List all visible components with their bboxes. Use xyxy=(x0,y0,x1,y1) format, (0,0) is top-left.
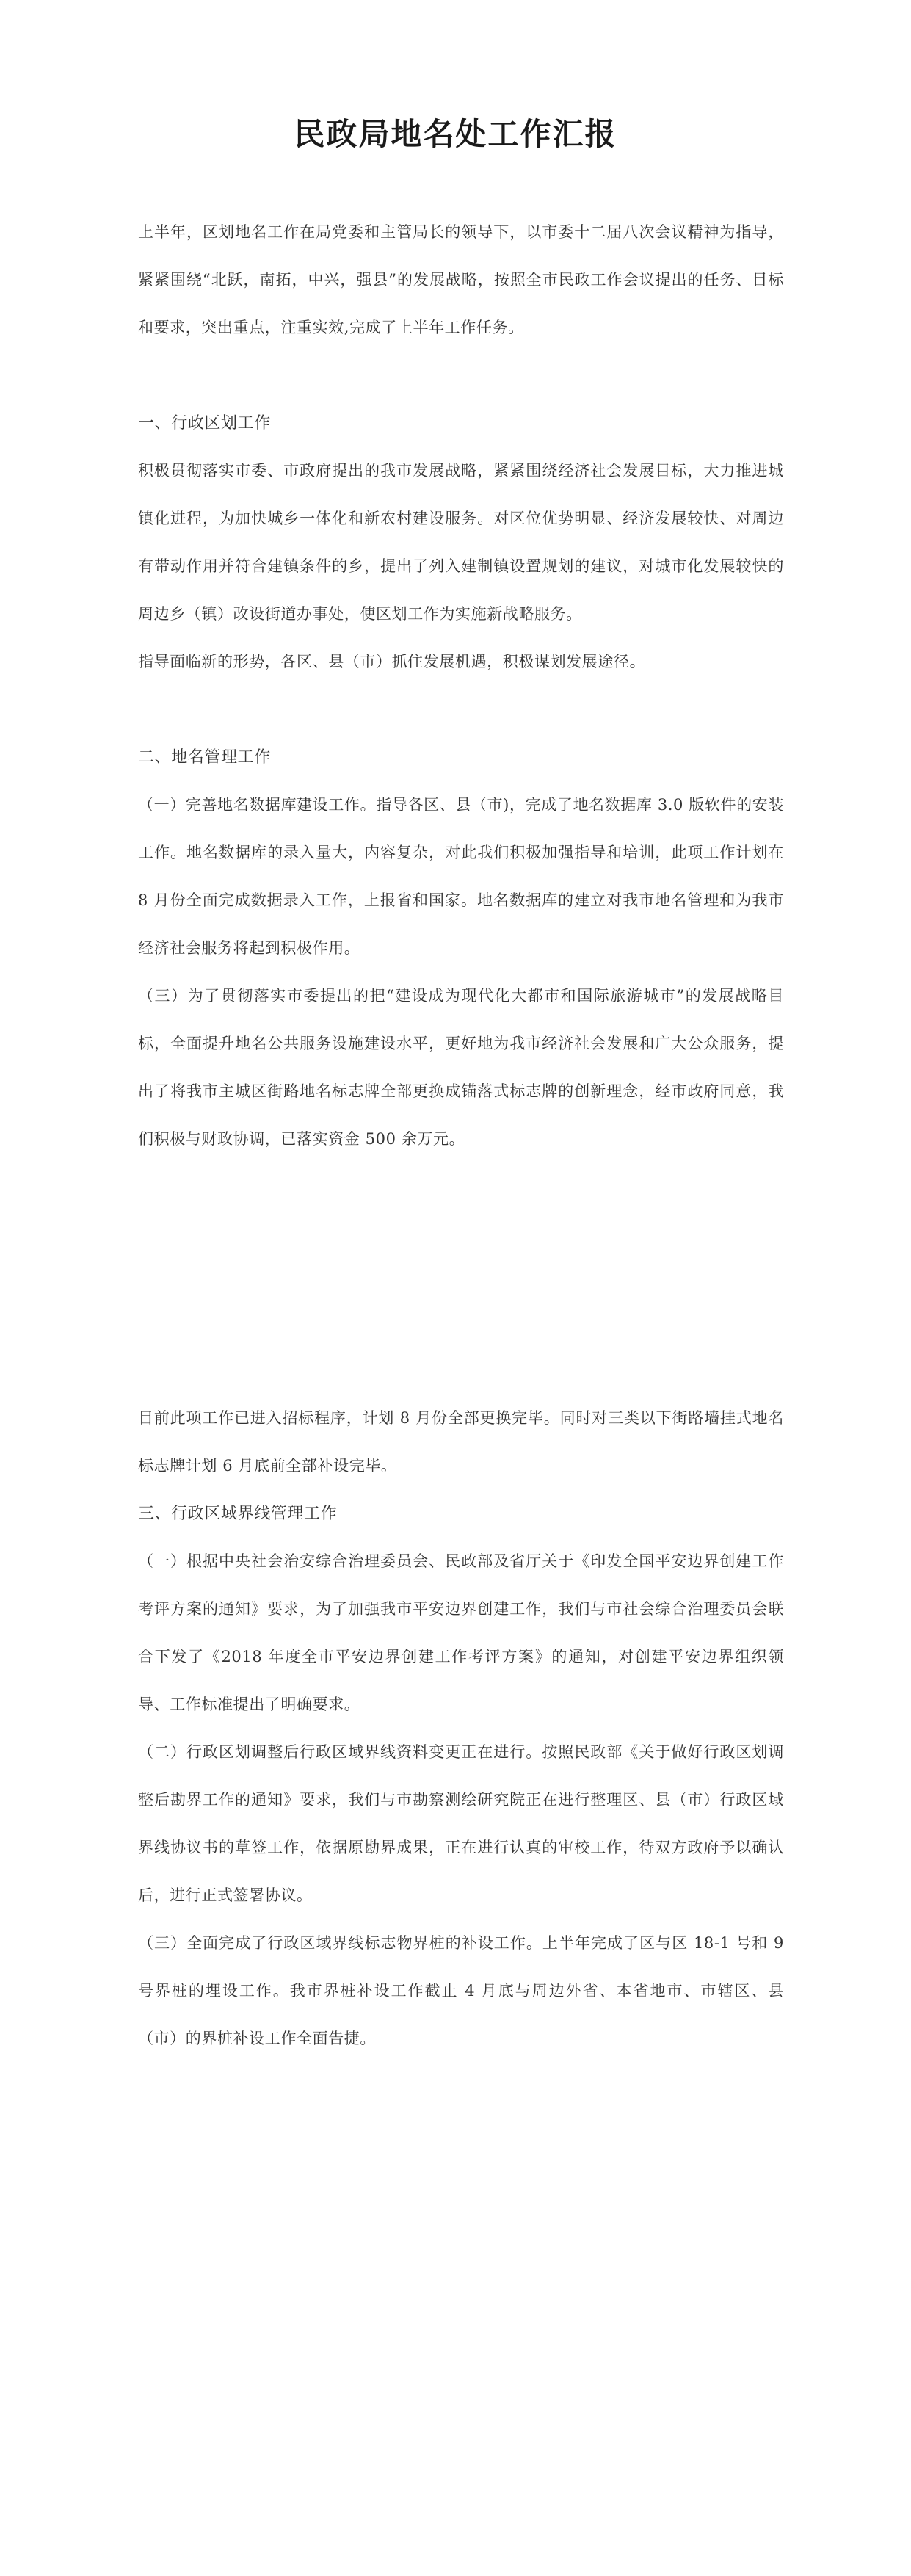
section-3-paragraph-1: （一）根据中央社会治安综合治理委员会、民政部及省厅关于《印发全国平安边界创建工作考评方案的通知》要求，为了加强我市平安边界创建工作，我们与市社会综合治理委员会联合下发了《2018 年度全市平安边界创建工作考评方案》的通知，对创建平安边界组织领导、工作标准提出了明确要求。 xyxy=(138,1552,784,1713)
section-1-paragraph-1: 积极贯彻落实市委、市政府提出的我市发展战略，紧紧围绕经济社会发展目标，大力推进城镇化进程，为加快城乡一体化和新农村建设服务。对区位优势明显、经济发展较快、对周边有带动作用并符合建镇条件的乡，提出了列入建制镇设置规划的建议，对城市化发展较快的周边乡（镇）改设街道办事处，使区划工作为实施新战略服务。 xyxy=(138,462,784,623)
section-1-paragraph-2: 指导面临新的形势，各区、县（市）抓住发展机遇，积极谋划发展途径。 xyxy=(138,653,646,670)
intro-paragraph: 上半年，区划地名工作在局党委和主管局长的领导下，以市委十二届八次会议精神为指导，紧紧围绕“北跃，南拓，中兴，强县”的发展战略，按照全市民政工作会议提出的任务、目标和要求，突出重点，注重实效,完成了上半年工作任务。 xyxy=(138,223,784,336)
section-3-paragraph-2: （二）行政区划调整后行政区域界线资料变更正在进行。按照民政部《关于做好行政区划调整后勘界工作的通知》要求，我们与市勘察测绘研究院正在进行整理区、县（市）行政区域界线协议书的草签工作，依据原勘界成果，正在进行认真的审校工作，待双方政府予以确认后，进行正式签署协议。 xyxy=(138,1743,784,1904)
section-1 xyxy=(138,399,784,686)
document-title: 民政局地名处工作汇报 xyxy=(294,116,617,152)
intro-paragraph-block xyxy=(138,209,784,352)
section-1-heading: 一、行政区划工作 xyxy=(138,414,271,433)
section-3-paragraph-3: （三）全面完成了行政区域界线标志物界桩的补设工作。上半年完成了区与区 18-1 号和 9 号界桩的埋设工作。我市界桩补设工作截止 4 月底与周边外省、本省地市、市辖区、县（市）的界桩补设工作全面告捷。 xyxy=(138,1934,784,2047)
section-2 xyxy=(138,734,784,1163)
section-2-continued xyxy=(138,1394,784,1490)
section-2-paragraph-2: （三）为了贯彻落实市委提出的把“建设成为现代化大都市和国际旅游城市”的发展战略目标，全面提升地名公共服务设施建设水平，更好地为我市经济社会发展和广大公众服务，提出了将我市主城区街路地名标志牌全部更换成锚落式标志牌的创新理念，经市政府同意，我们积极与财政协调，已落实资金 500 余万元。 xyxy=(138,987,784,1148)
section-2-paragraph-3: 目前此项工作已进入招标程序，计划 8 月份全部更换完毕。同时对三类以下街路墙挂式地名标志牌计划 6 月底前全部补设完毕。 xyxy=(138,1409,784,1475)
section-2-paragraph-1: （一）完善地名数据库建设工作。指导各区、县（市)，完成了地名数据库 3.0 版软件的安装工作。地名数据库的录入量大，内容复杂，对此我们积极加强指导和培训，此项工作计划在 8 月份全面完成数据录入工作，上报省和国家。地名数据库的建立对我市地名管理和为我市经济社会服务将起到积极作用。 xyxy=(138,796,784,957)
section-3 xyxy=(138,1490,784,2063)
section-3-heading: 三、行政区域界线管理工作 xyxy=(138,1505,338,1523)
section-2-heading: 二、地名管理工作 xyxy=(138,748,271,767)
